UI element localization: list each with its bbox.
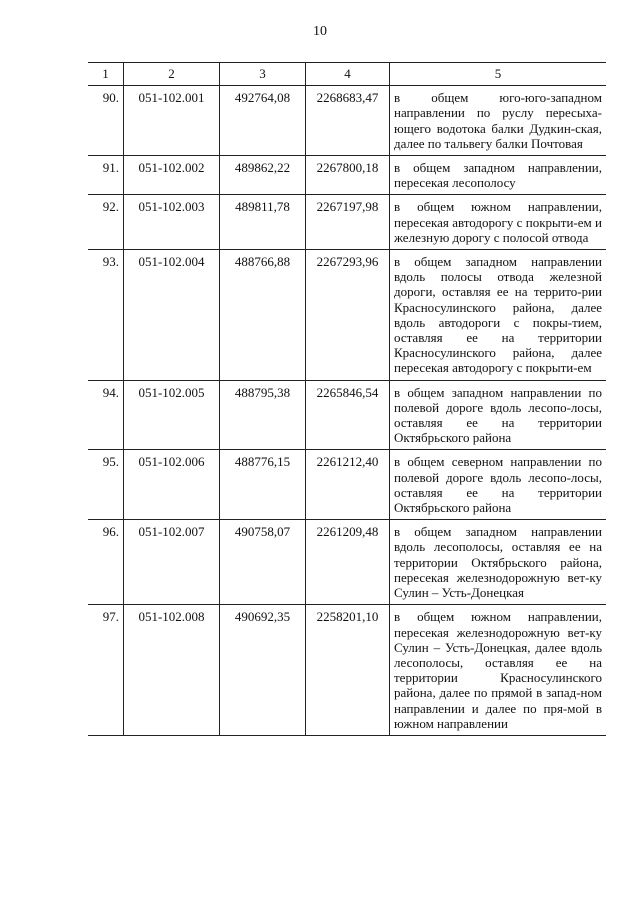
column-header-4: 4 — [306, 63, 390, 86]
coordinate-x: 492764,08 — [220, 86, 306, 156]
row-number: 92. — [88, 195, 124, 250]
point-code: 051-102.007 — [124, 520, 220, 605]
coordinate-y: 2261209,48 — [306, 520, 390, 605]
coordinate-y: 2267197,98 — [306, 195, 390, 250]
coordinate-x: 488776,15 — [220, 450, 306, 520]
row-number: 97. — [88, 605, 124, 736]
coordinate-y: 2258201,10 — [306, 605, 390, 736]
boundary-table — [88, 62, 606, 736]
point-code: 051-102.001 — [124, 86, 220, 156]
boundary-description: в общем юго-юго-западном направлении по руслу пересыха-ющего водотока балки Дудкин-ская, далее по тальвегу балки Почтовая — [390, 86, 607, 156]
coordinate-y: 2267293,96 — [306, 250, 390, 381]
table-row — [88, 195, 606, 250]
point-code: 051-102.002 — [124, 156, 220, 195]
boundary-description: в общем западном направлении вдоль лесополосы, оставляя ее на территории Октябрьского района, пересекая железнодорожную вет-ку Сулин – Усть-Донецкая — [390, 520, 607, 605]
row-number: 90. — [88, 86, 124, 156]
column-header-3: 3 — [220, 63, 306, 86]
boundary-description: в общем западном направлении по полевой дороге вдоль лесопо-лосы, оставляя ее на территории Октябрьского района — [390, 380, 607, 450]
row-number: 95. — [88, 450, 124, 520]
column-header-2: 2 — [124, 63, 220, 86]
table-row — [88, 380, 606, 450]
column-header-5: 5 — [390, 63, 607, 86]
row-number: 94. — [88, 380, 124, 450]
coordinate-y: 2261212,40 — [306, 450, 390, 520]
boundary-description: в общем северном направлении по полевой дороге вдоль лесопо-лосы, оставляя ее на территории Октябрьского района — [390, 450, 607, 520]
table-row — [88, 86, 606, 156]
table-row — [88, 250, 606, 381]
boundary-description: в общем южном направлении, пересекая железнодорожную вет-ку Сулин – Усть-Донецкая, далее вдоль лесополосы, оставляя ее на территории Красносулинского района, далее по прямой в запад-ном направлении и далее по пря-мой в южном направлении — [390, 605, 607, 736]
coordinate-x: 490758,07 — [220, 520, 306, 605]
boundary-description: в общем западном направлении вдоль полосы отвода железной дороги, оставляя ее на террито-рии Красносулинского района, далее вдоль автодороги с покры-тием, оставляя ее на территории Красносулинского района, далее пересекая автодорогу с покрыти-ем — [390, 250, 607, 381]
point-code: 051-102.004 — [124, 250, 220, 381]
table-header-row — [88, 63, 606, 86]
row-number: 96. — [88, 520, 124, 605]
row-number: 91. — [88, 156, 124, 195]
row-number: 93. — [88, 250, 124, 381]
point-code: 051-102.008 — [124, 605, 220, 736]
page-number: 10 — [313, 24, 327, 39]
table-row — [88, 605, 606, 736]
coordinate-x: 488795,38 — [220, 380, 306, 450]
point-code: 051-102.006 — [124, 450, 220, 520]
coordinate-x: 490692,35 — [220, 605, 306, 736]
coordinate-x: 489862,22 — [220, 156, 306, 195]
coordinate-y: 2268683,47 — [306, 86, 390, 156]
coordinate-y: 2265846,54 — [306, 380, 390, 450]
point-code: 051-102.003 — [124, 195, 220, 250]
boundary-description: в общем южном направлении, пересекая автодорогу с покрыти-ем и железную дорогу с полосой отвода — [390, 195, 607, 250]
boundary-description: в общем западном направлении, пересекая лесополосу — [390, 156, 607, 195]
coordinate-y: 2267800,18 — [306, 156, 390, 195]
point-code: 051-102.005 — [124, 380, 220, 450]
coordinate-x: 488766,88 — [220, 250, 306, 381]
column-header-1: 1 — [88, 63, 124, 86]
table-row — [88, 156, 606, 195]
coordinate-x: 489811,78 — [220, 195, 306, 250]
table-row — [88, 520, 606, 605]
table-row — [88, 450, 606, 520]
